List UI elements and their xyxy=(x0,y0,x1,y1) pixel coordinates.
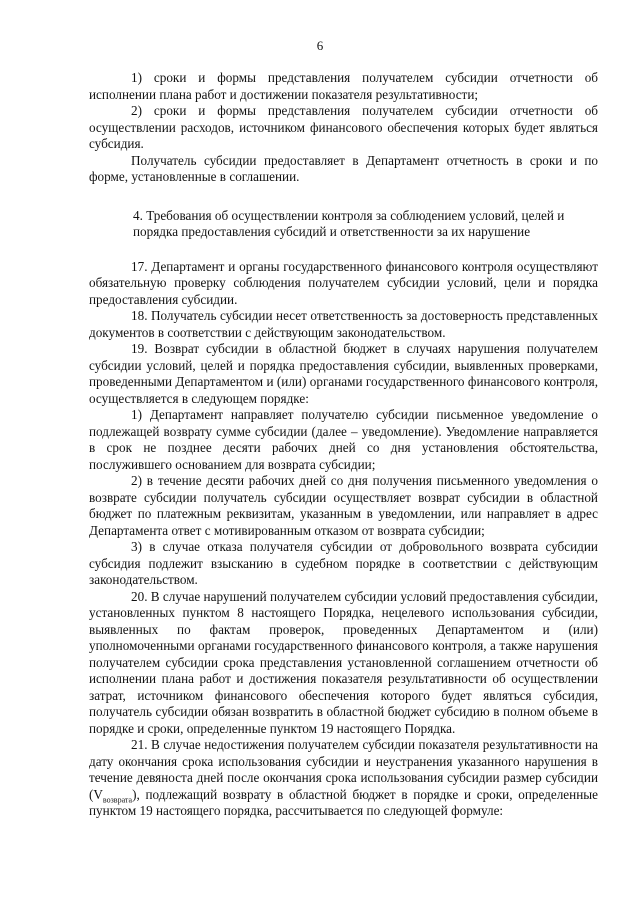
paragraph-19: 19. Возврат субсидии в областной бюджет в случаях нарушения получателем субсидии условий, целей и порядка предоставления субсидии, выявленных проверками, проведенными Департаментом и (или) органами государственного финансового контроля, осуществляется в следующем порядке: xyxy=(89,341,598,406)
paragraph-17: 17. Департамент и органы государственного финансового контроля осуществляют обязательную проверку соблюдения получателем субсидии условий, цели и порядка предоставления субсидии. xyxy=(89,258,598,307)
paragraph-reporting-submission: Получатель субсидии предоставляет в Департамент отчетность в сроки и по форме, установленные в соглашении. xyxy=(89,152,598,184)
paragraph-reporting-expenses: 2) сроки и формы представления получателем субсидии отчетности об осуществлении расходов, источником финансового обеспечения которых будет являться субсидия. xyxy=(89,103,598,151)
subscript-return: возврата xyxy=(102,795,133,805)
paragraph-21 xyxy=(89,737,598,820)
section-heading-control: 4. Требования об осуществлении контроля за соблюдением условий, целей и порядка предоставления субсидий и ответственности за их нарушение xyxy=(133,207,565,239)
paragraph-reporting-plan: 1) сроки и формы представления получателем субсидии отчетности об исполнении плана работ и достижении показателя результативности; xyxy=(89,70,598,102)
paragraph-19-item-2: 2) в течение десяти рабочих дней со дня получения письменного уведомления о возврате субсидии получатель субсидии осуществляет возврат субсидии в областной бюджет по платежным реквизитам, указанным в уведомлении, или направляет в адрес Департамента ответ с мотивированным отказом от возврата субсидии; xyxy=(89,473,598,538)
paragraph-21-text-end: ), подлежащий возврату в областной бюджет в порядке и сроки, определенные пунктом 19 настоящего порядка, рассчитывается по следующей формуле: xyxy=(89,786,598,818)
paragraph-18: 18. Получатель субсидии несет ответственность за достоверность представленных документов в соответствии с действующим законодательством. xyxy=(89,308,598,340)
paragraph-19-item-3: 3) в случае отказа получателя субсидии от добровольного возврата субсидии субсидия подлежит взысканию в судебном порядке в соответствии с действующим законодательством. xyxy=(89,539,598,587)
document-body xyxy=(89,70,598,820)
paragraph-20: 20. В случае нарушений получателем субсидии условий предоставления субсидии, установленных пунктом 8 настоящего Порядка, нецелевого использования субсидии, выявленных по фактам проверок, проведенных Департаментом и (или) уполномоченными органами государственного финансового контроля, а также нарушения получателем субсидии срока представления установленной соглашением отчетности об исполнении плана работ и достижения показателя результативности об осуществлении затрат, источником финансового обеспечения которого будет являться субсидия, получатель субсидии обязан возвратить в областной бюджет субсидию в полном объеме в порядке и сроки, определенные пунктом 19 настоящего Порядка. xyxy=(89,588,598,736)
paragraph-21-text-start: 21. В случае недостижения получателем субсидии показателя результативности на дату окончания срока использования субсидии и неустранения указанного нарушения в течение девяноста дней после окончания срока использования субсидии размер субсидии (V xyxy=(89,737,598,802)
page-number: 6 xyxy=(316,38,324,53)
paragraph-19-item-1: 1) Департамент направляет получателю субсидии письменное уведомление о подлежащей возврату сумме субсидии (далее – уведомление). Уведомление направляется в срок не позднее десяти рабочих дней со дня установления обстоятельства, послужившего основанием для возврата субсидии; xyxy=(89,407,598,472)
